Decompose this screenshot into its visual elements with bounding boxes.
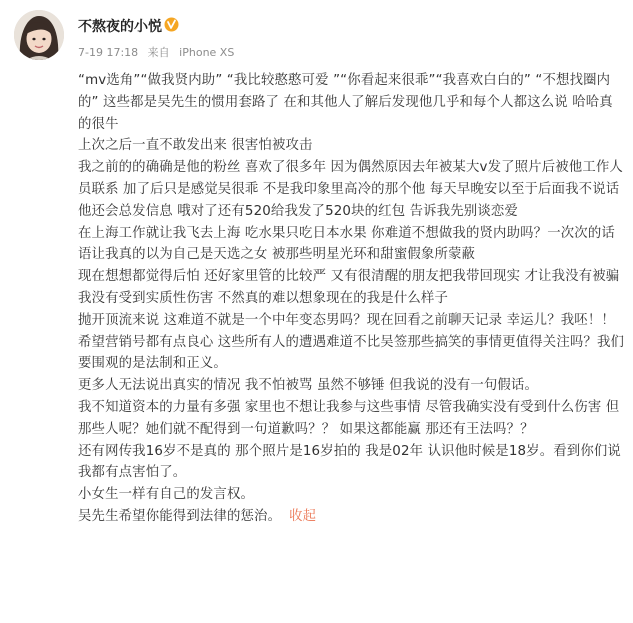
verified-badge-icon bbox=[163, 16, 180, 33]
post-paragraph-3: 我之前的的确确是他的粉丝 喜欢了很多年 因为偶然原因去年被某大v发了照片后被他工作人员联系 加了后只是感觉吴很乖 不是我印象里高冷的那个他 每天早晚安以至于后面我不说话他还会总发信息 哦对了还有520给我发了520块的红包 告诉我先别谈恋爱 bbox=[78, 160, 623, 219]
post-paragraph-5: 现在想想都觉得后怕 还好家里管的比较严 又有很清醒的朋友把我带回现实 才让我没有被骗 bbox=[78, 269, 620, 285]
post-last-text: 吴先生希望你能得到法律的惩治。 bbox=[78, 508, 282, 524]
post-paragraph-11: 还有网传我16岁不是真的 那个照片是16岁拍的 我是02年 认识他时候是18岁。看到你们说我都有点害怕了。 bbox=[78, 443, 621, 481]
post-content bbox=[78, 70, 626, 528]
post-paragraph-9: 更多人无法说出真实的情况 我不怕被骂 虽然不够锤 但我说的没有一句假话。 bbox=[78, 378, 539, 394]
post-paragraph-last bbox=[78, 506, 626, 528]
post-paragraph-6: 我没有受到实质性伤害 不然真的难以想象现在的我是什么样子 bbox=[78, 290, 449, 306]
device-source[interactable]: iPhone XS bbox=[179, 46, 235, 59]
post-paragraph-8: 希望营销号都有点良心 这些所有人的遭遇难道不比吴签那些搞笑的事情更值得关注吗？我们要围观的是法制和正义。 bbox=[78, 334, 625, 372]
post-meta bbox=[78, 44, 240, 60]
post-paragraph-10: 我不知道资本的力量有多强 家里也不想让我参与这些事情 尽管我确实没有受到什么伤害 但那些人呢？她们就不配得到一句道歉吗？？ 如果这都能赢 那还有王法吗？？ bbox=[78, 399, 620, 437]
post-paragraph-4: 在上海工作就让我飞去上海 吃水果只吃日本水果 你难道不想做我的贤内助吗？一次次的话语让我真的以为自己是天选之女 被那些明星光环和甜蜜假象所蒙蔽 bbox=[78, 225, 615, 263]
avatar-face-icon bbox=[14, 10, 64, 60]
post-date[interactable]: 7-19 17:18 bbox=[78, 46, 139, 59]
post-paragraph-7: 抛开顶流来说 这难道不就是一个中年变态男吗？现在回看之前聊天记录 幸运儿？我呸！！ bbox=[78, 312, 615, 328]
source-prefix: 来自 bbox=[147, 46, 170, 59]
collapse-link[interactable]: 收起 bbox=[289, 508, 317, 524]
post-paragraph-12: 小女生一样有自己的发言权。 bbox=[78, 487, 255, 503]
post-paragraph-1: “mv选角”“做我贤内助” “我比较憨憨可爱 ”“你看起来很乖”“我喜欢白白的” “不想找圈内的” 这些都是吴先生的惯用套路了 在和其他人了解后发现他几乎和每个人都这么说 哈哈真的很牛 bbox=[78, 73, 613, 132]
avatar[interactable] bbox=[14, 10, 64, 60]
post-paragraph-2: 上次之后一直不敢发出来 很害怕被攻击 bbox=[78, 138, 313, 154]
username[interactable]: 不熬夜的小悦 bbox=[78, 19, 162, 35]
